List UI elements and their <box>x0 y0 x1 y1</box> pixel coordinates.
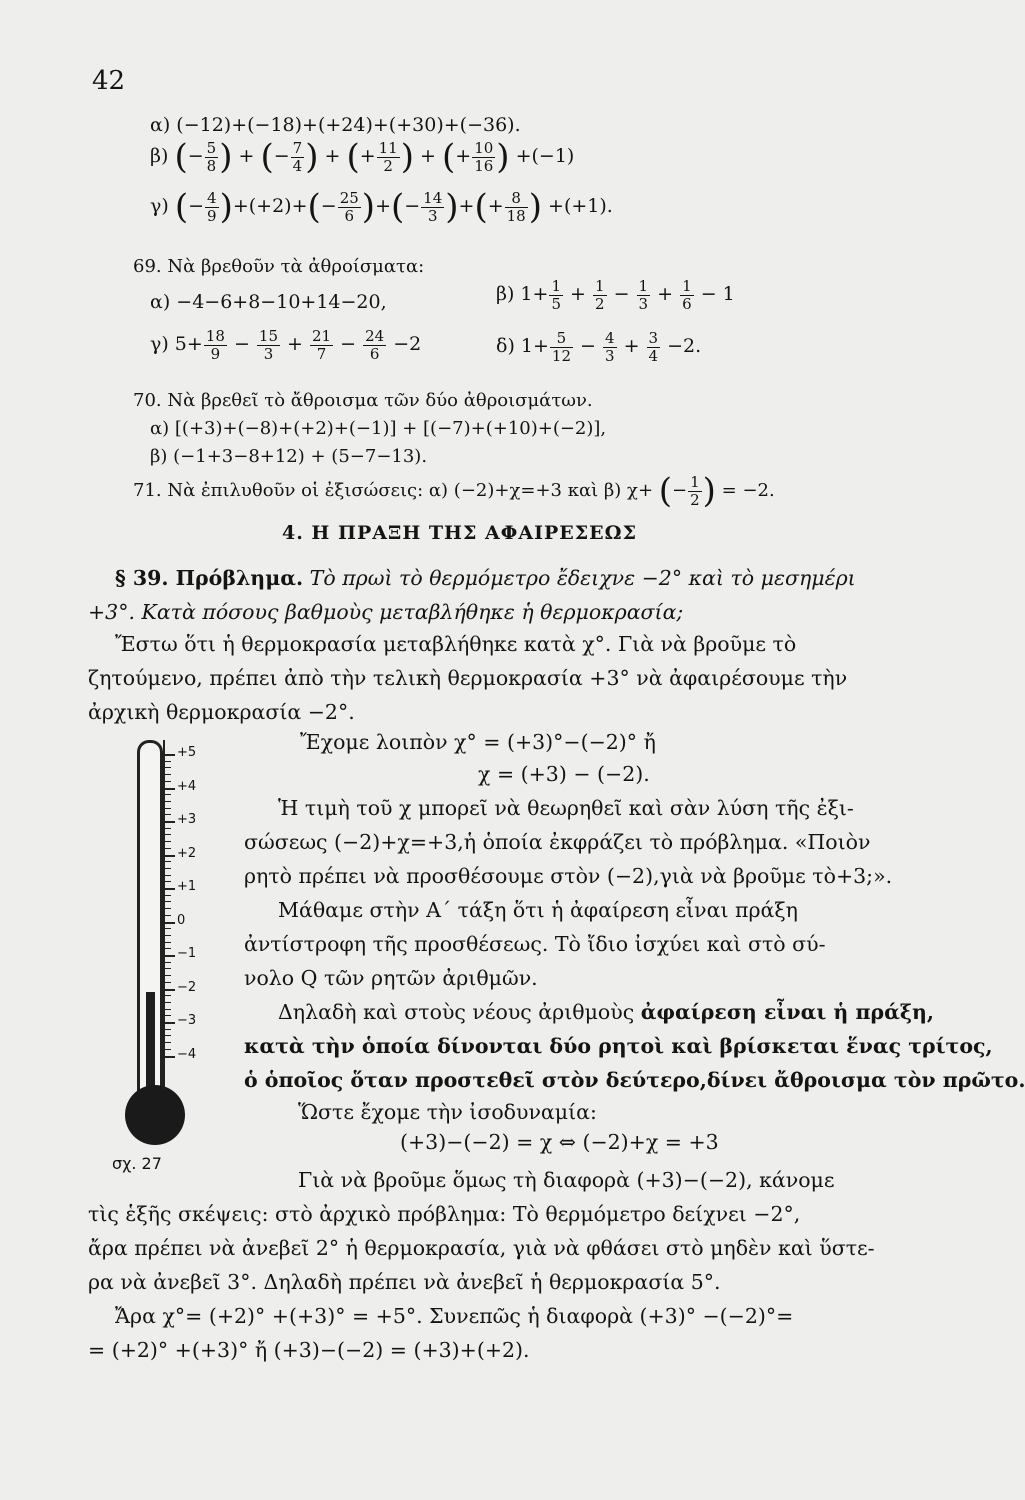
ex69-c-frac-2 <box>310 328 333 362</box>
ex69-title: 69. Νὰ βρεθοῦν τὰ ἀθροίσματα: <box>133 256 425 277</box>
equation-2: χ = (+3) − (−2). <box>478 762 650 786</box>
ex68-b-term-1 <box>260 137 319 177</box>
scale-minor-tick <box>165 774 171 775</box>
ex68-c-term-0-frac-den: 9 <box>207 206 217 225</box>
ex71-text: 71. Νὰ ἐπιλυθοῦν οἱ ἐξισώσεις: α) (−2)+χ=+3 καὶ β) χ+ <box>133 480 654 501</box>
ex69-b-frac-3-den: 6 <box>682 294 692 313</box>
ex68-b-term-1-frac <box>291 140 305 174</box>
section-title: 4. Η ΠΡΑΞΗ ΤΗΣ ΑΦΑΙΡΕΣΕΩΣ <box>281 522 637 544</box>
ex68-c-term-3-rparen: ) <box>528 187 542 227</box>
ex69-c-frac-1 <box>257 328 280 362</box>
ex69-d-fracs <box>549 329 661 365</box>
ex68-c-term-1-frac <box>338 190 361 224</box>
full-2: ἄρα πρέπει νὰ ἀνεβεῖ 2° ἡ θερμοκρασία, γιὰ νὰ φθάσει στὸ μηδὲν καὶ ὕστε- <box>88 1236 875 1260</box>
right-1: Ἡ τιμὴ τοῦ χ μπορεῖ νὰ θεωρηθεῖ καὶ σὰν λύση τῆς ἐξι- <box>278 796 854 820</box>
ex69-b-op-1: − <box>607 283 636 305</box>
ex68-c-term-0-sign: − <box>188 195 205 217</box>
ex69-c-frac-0-den: 9 <box>210 344 221 363</box>
ex68-b-term-2-sign: + <box>359 145 376 167</box>
ex68-b-term-0 <box>174 137 233 177</box>
scale-minor-tick <box>165 881 171 882</box>
ex69-c-frac-3-den: 6 <box>369 344 380 363</box>
scale-minor-tick <box>165 1042 171 1043</box>
ex69-d-op-1: + <box>617 335 646 357</box>
scale-label: +3 <box>177 812 197 827</box>
scale-minor-tick <box>165 995 171 996</box>
scale-minor-tick <box>165 1035 171 1036</box>
ex68-b-plus-2: + <box>318 145 347 167</box>
scale-minor-tick <box>165 875 171 876</box>
ex68-a: α) (−12)+(−18)+(+24)+(+30)+(−36). <box>150 114 521 136</box>
ex69-c-op-2: − <box>334 333 363 355</box>
ex68-c-term-3 <box>474 187 542 227</box>
ex68-c-term-2-frac-den: 3 <box>427 206 438 225</box>
ex69-b-frac-1-num: 1 <box>595 277 605 295</box>
right-7-bold: ἀφαίρεση εἶναι ἡ πράξη, <box>640 1000 935 1024</box>
right-12: Γιὰ νὰ βροῦμε ὅμως τὴ διαφορὰ (+3)−(−2), κάνομε <box>298 1168 835 1192</box>
scale-minor-tick <box>165 814 171 815</box>
scale-minor-tick <box>165 868 171 869</box>
scale-minor-tick <box>165 761 171 762</box>
right-6: νολο Q τῶν ρητῶν ἀριθμῶν. <box>244 966 538 990</box>
scale-minor-tick <box>165 948 171 949</box>
full-5: = (+2)° +(+3)° ἤ (+3)−(−2) = (+3)+(+2). <box>88 1338 530 1362</box>
scale-label: +1 <box>177 879 197 894</box>
scale-minor-tick <box>165 962 171 963</box>
ex69-b-label: β) 1+ <box>496 283 549 305</box>
ex69-d-frac-2-num: 3 <box>648 329 659 347</box>
ex68-b-term-3-rparen: ) <box>496 137 510 177</box>
ex71-frac-num: 1 <box>690 473 700 491</box>
scale-tick <box>165 821 175 823</box>
mercury-column <box>146 992 155 1101</box>
ex69-c-frac-1-den: 3 <box>263 344 274 363</box>
thermometer-figure <box>115 730 215 1170</box>
scale-minor-tick <box>165 794 171 795</box>
scale-tick <box>165 754 175 756</box>
scale-minor-tick <box>165 928 171 929</box>
ex69-c <box>150 328 421 362</box>
ex69-b-frac-3 <box>680 278 694 312</box>
scale-minor-tick <box>165 767 171 768</box>
ex69-c-frac-2-num: 21 <box>312 327 332 345</box>
ex68-c-terms <box>307 187 542 227</box>
ex68-c-first <box>174 187 233 227</box>
scale-minor-tick <box>165 861 171 862</box>
ex69-b-fracs <box>548 277 694 313</box>
right-5: ἀντίστροφη τῆς προσθέσεως. Τὸ ἴδιο ἰσχύει καὶ στὸ σύ- <box>244 932 826 956</box>
problem-heading: § 39. Πρόβλημα. <box>115 566 304 590</box>
thermometer-bulb <box>125 1085 185 1145</box>
scale-label: 0 <box>177 912 186 928</box>
ex68-b-term-1-sign: − <box>273 145 290 167</box>
ex69-a: α) −4−6+8−10+14−20, <box>150 291 387 313</box>
ex68-b-term-1-frac-num: 7 <box>292 139 303 157</box>
scale-tick <box>165 922 175 924</box>
ex68-c-term-3-sign: + <box>487 195 504 217</box>
scale-minor-tick <box>165 901 171 902</box>
ex68-b-term-2-frac-den: 2 <box>383 156 393 175</box>
ex68-b-term-1-frac-den: 4 <box>292 156 303 175</box>
ex68-b-term-2-rparen: ) <box>400 137 414 177</box>
ex68-c-term-0 <box>174 187 233 227</box>
ex68-c-plus-2: + <box>458 195 475 217</box>
scale-minor-tick <box>165 1029 171 1030</box>
right-4: Μάθαμε στὴν Α΄ τάξη ὅτι ἡ ἀφαίρεση εἶναι πράξη <box>278 898 798 922</box>
scale-label: −3 <box>177 1013 197 1028</box>
ex71-fraction <box>688 474 702 508</box>
ex71-frac-den: 2 <box>690 490 700 509</box>
ex69-d <box>496 330 701 364</box>
right-2: σώσεως (−2)+χ=+3,ἡ ὁποία ἐκφράζει τὸ πρόβλημα. «Ποιὸν <box>244 830 871 854</box>
scale-tick <box>165 1022 175 1024</box>
scale-label: −1 <box>177 946 197 961</box>
ex68-b-term-3-sign: + <box>455 145 472 167</box>
full-4: Ἄρα χ°= (+2)° +(+3)° = +5°. Συνεπῶς ἡ διαφορὰ (+3)° −(−2)°= <box>115 1304 794 1328</box>
ex68-c-term-1 <box>307 187 376 227</box>
thermometer-tube <box>137 740 163 1100</box>
scale-minor-tick <box>165 908 171 909</box>
scale-label: +5 <box>177 745 197 760</box>
ex68-b-term-1-lparen: ( <box>260 137 274 177</box>
ex68-b-term-2-frac-num: 11 <box>378 139 398 157</box>
ex69-d-tail: −2. <box>667 335 702 357</box>
ex69-b-frac-0-num: 1 <box>551 277 561 295</box>
ex71-rparen: ) <box>702 471 716 511</box>
ex69-b-frac-0-den: 5 <box>551 294 561 313</box>
ex68-b-term-0-sign: − <box>187 145 204 167</box>
ex68-c-term-2-lparen: ( <box>390 187 405 227</box>
scale-tick <box>165 955 175 957</box>
page-number: 42 <box>92 66 126 96</box>
ex68-b-term-2-frac <box>377 140 400 174</box>
ex69-c-op-0: − <box>227 333 256 355</box>
ex71-lparen: ( <box>658 471 673 511</box>
right-7 <box>278 1000 934 1024</box>
definition-line-3: ὁ ὁποῖος ὅταν προστεθεῖ στὸν δεύτερο,δίνει ἄθροισμα τὸν πρῶτο. <box>244 1068 1025 1092</box>
ex69-b-frac-3-num: 1 <box>682 277 692 295</box>
ex69-d-label: δ) 1+ <box>496 335 549 357</box>
scale-tick <box>165 989 175 991</box>
ex69-c-frac-0-num: 18 <box>205 327 225 345</box>
scale-minor-tick <box>165 828 171 829</box>
ex69-b-frac-2-num: 1 <box>638 277 649 295</box>
scale-minor-tick <box>165 808 171 809</box>
ex68-b-label: β) <box>150 145 169 167</box>
ex69-b-tail: − 1 <box>700 283 735 305</box>
ex68-b-term-0-rparen: ) <box>219 137 233 177</box>
ex68-c-term-2 <box>390 187 459 227</box>
ex69-d-frac-2 <box>647 330 661 364</box>
ex68-c-term-3-lparen: ( <box>474 187 488 227</box>
right-7-normal: Δηλαδὴ καὶ στοὺς νέους ἀριθμοὺς <box>278 1000 641 1024</box>
ex68-b-tail: +(−1) <box>515 145 575 167</box>
ex70-b: β) (−1+3−8+12) + (5−7−13). <box>150 446 428 467</box>
ex68-c-term-0-lparen: ( <box>174 187 189 227</box>
ex68-c-mid: +(+2)+ <box>232 195 308 217</box>
ex69-d-frac-1 <box>603 330 617 364</box>
definition-line-2: κατὰ τὴν ὁποία δίνονται δύο ρητοὶ καὶ βρίσκεται ἕνας τρίτος, <box>244 1034 993 1058</box>
ex68-c-label: γ) <box>150 195 169 217</box>
full-3: ρα νὰ ἀνεβεῖ 3°. Δηλαδὴ πρέπει νὰ ἀνεβεῖ ἡ θερμοκρασία 5°. <box>88 1270 721 1294</box>
ex69-b-op-2: + <box>651 283 680 305</box>
right-10: Ὥστε ἔχομε τὴν ἰσοδυναμία: <box>298 1100 597 1124</box>
ex68-b-term-3-frac-num: 10 <box>474 139 494 157</box>
ex71: 71. Νὰ ἐπιλυθοῦν οἱ ἐξισώσεις: α) (−2)+χ=+3 καὶ β) χ+ (− $\frac{1}{2}$ ) = −2. <box>133 471 775 511</box>
ex69-c-op-1: + <box>281 333 310 355</box>
ex68-b-term-0-lparen: ( <box>174 137 188 177</box>
ex68-c-term-0-frac <box>205 190 219 224</box>
para-2: ζητούμενο, πρέπει ἀπὸ τὴν τελικὴ θερμοκρασία +3° νὰ ἀφαιρέσουμε τὴν <box>88 666 848 690</box>
ex69-c-frac-3-num: 24 <box>365 327 385 345</box>
equivalence: (+3)−(−2) = χ ⇔ (−2)+χ = +3 <box>400 1130 719 1154</box>
scale-minor-tick <box>165 1015 171 1016</box>
scale-minor-tick <box>165 801 171 802</box>
scale-minor-tick <box>165 975 171 976</box>
scale-minor-tick <box>165 968 171 969</box>
ex68-b-term-0-frac <box>205 140 219 174</box>
problem-line2: +3°. Κατὰ πόσους βαθμοὺς μεταβλήθηκε ἡ θερμοκρασία; <box>88 600 684 624</box>
ex68-c-term-3-frac-num: 8 <box>505 190 528 208</box>
scale-tick <box>165 1056 175 1058</box>
ex69-d-frac-0 <box>550 330 573 364</box>
scale-minor-tick <box>165 834 171 835</box>
equation-1: Ἔχομε λοιπὸν χ° = (+3)°−(−2)° ἤ <box>300 730 656 754</box>
figure-caption: σχ. 27 <box>112 1154 162 1173</box>
right-3: ρητὸ πρέπει νὰ προσθέσουμε στὸν (−2),γιὰ νὰ βροῦμε τὸ+3;». <box>244 864 893 888</box>
scale-label: −4 <box>177 1046 197 1062</box>
scale-minor-tick <box>165 895 171 896</box>
ex69-d-frac-0-num: 5 <box>550 330 573 348</box>
thermometer-scale <box>163 740 195 1090</box>
ex68-b-term-0-frac-den: 8 <box>206 156 217 175</box>
problem-text-1: Τὸ πρωὶ τὸ θερμόμετρο ἔδειχνε −2° καὶ τὸ μεσημέρι <box>309 566 856 590</box>
ex68-b-term-2 <box>346 137 414 177</box>
ex68-b-plus-1: + <box>232 145 261 167</box>
ex70-a: α) [(+3)+(−8)+(+2)+(−1)] + [(−7)+(+10)+(−2)], <box>150 418 607 439</box>
ex68-b-term-0-frac-num: 5 <box>206 139 217 157</box>
ex69-b-frac-0 <box>549 278 563 312</box>
ex69-d-op-0: − <box>574 335 602 357</box>
ex68-c-term-1-frac-den: 6 <box>344 206 355 225</box>
ex68-c-term-2-frac-num: 14 <box>423 189 443 207</box>
ex68-c-term-1-rparen: ) <box>361 187 376 227</box>
ex68-c <box>150 187 613 227</box>
ex68-c-term-0-frac-num: 4 <box>207 189 217 207</box>
ex68-c-term-2-frac <box>421 190 444 224</box>
ex68-b-term-2-lparen: ( <box>346 137 360 177</box>
full-1: τὶς ἑξῆς σκέψεις: στὸ ἀρχικὸ πρόβλημα: Τὸ θερμόμετρο δείχνει −2°, <box>88 1202 801 1226</box>
ex70-title: 70. Νὰ βρεθεῖ τὸ ἄθροισμα τῶν δύο ἀθροισμάτων. <box>133 390 593 411</box>
ex69-d-frac-1-den: 3 <box>605 346 615 365</box>
ex69-d-frac-1-num: 4 <box>605 329 615 347</box>
ex71-tail: = −2. <box>721 480 775 501</box>
ex68-b-term-3-frac-den: 16 <box>474 156 494 175</box>
ex68-c-tail: +(+1). <box>548 195 613 217</box>
ex68-c-term-1-lparen: ( <box>307 187 321 227</box>
ex68-c-term-1-sign: − <box>320 195 337 217</box>
scale-minor-tick <box>165 848 171 849</box>
scale-minor-tick <box>165 935 171 936</box>
ex68-c-term-3-frac-den: 18 <box>506 206 526 225</box>
ex68-c-term-3-frac <box>505 190 528 224</box>
ex68-b <box>150 137 575 177</box>
scale-minor-tick <box>165 781 171 782</box>
scale-label: +4 <box>177 778 197 794</box>
scale-label: −2 <box>177 979 197 995</box>
ex68-c-term-2-rparen: ) <box>445 187 459 227</box>
ex69-b-frac-2 <box>637 278 651 312</box>
ex68-b-term-3-frac <box>472 140 495 174</box>
ex68-c-plus-1: + <box>375 195 391 217</box>
ex69-b-frac-1-den: 2 <box>595 294 605 313</box>
ex69-b-op-0: + <box>564 283 592 305</box>
ex68-b-term-3 <box>442 137 510 177</box>
ex69-c-frac-1-num: 15 <box>258 327 279 345</box>
scale-minor-tick <box>165 982 171 983</box>
ex69-c-frac-2-den: 7 <box>316 344 327 363</box>
ex68-c-term-0-rparen: ) <box>219 187 233 227</box>
ex68-b-term-3-lparen: ( <box>442 137 456 177</box>
scale-minor-tick <box>165 1002 171 1003</box>
ex68-c-term-1-frac-num: 25 <box>339 189 359 207</box>
para-1: Ἔστω ὅτι ἡ θερμοκρασία μεταβλήθηκε κατὰ χ°. Γιὰ νὰ βροῦμε τὸ <box>115 632 797 656</box>
ex68-b-plus-3: + <box>414 145 442 167</box>
ex69-c-frac-3 <box>363 328 386 362</box>
ex68-b-terms <box>174 137 510 177</box>
ex69-b <box>496 278 735 312</box>
ex68-b-term-1-rparen: ) <box>305 137 319 177</box>
ex69-c-label: γ) 5+ <box>150 333 203 355</box>
para-3: ἀρχικὴ θερμοκρασία −2°. <box>88 700 355 724</box>
scale-minor-tick <box>165 1009 171 1010</box>
scale-label: +2 <box>177 845 197 861</box>
scale-minor-tick <box>165 942 171 943</box>
scale-minor-tick <box>165 841 171 842</box>
scale-tick <box>165 788 175 790</box>
ex69-c-tail: −2 <box>393 333 422 355</box>
scale-tick <box>165 888 175 890</box>
ex69-c-frac-0 <box>204 328 227 362</box>
ex69-b-frac-2-den: 3 <box>638 294 649 313</box>
ex69-c-fracs <box>203 327 387 363</box>
scale-tick <box>165 855 175 857</box>
ex69-d-frac-2-den: 4 <box>648 346 659 365</box>
problem-line1 <box>115 566 856 590</box>
scale-minor-tick <box>165 1049 171 1050</box>
ex68-c-term-2-sign: − <box>404 195 421 217</box>
ex69-d-frac-0-den: 12 <box>551 346 571 365</box>
ex69-b-frac-1 <box>593 278 607 312</box>
scale-minor-tick <box>165 915 171 916</box>
